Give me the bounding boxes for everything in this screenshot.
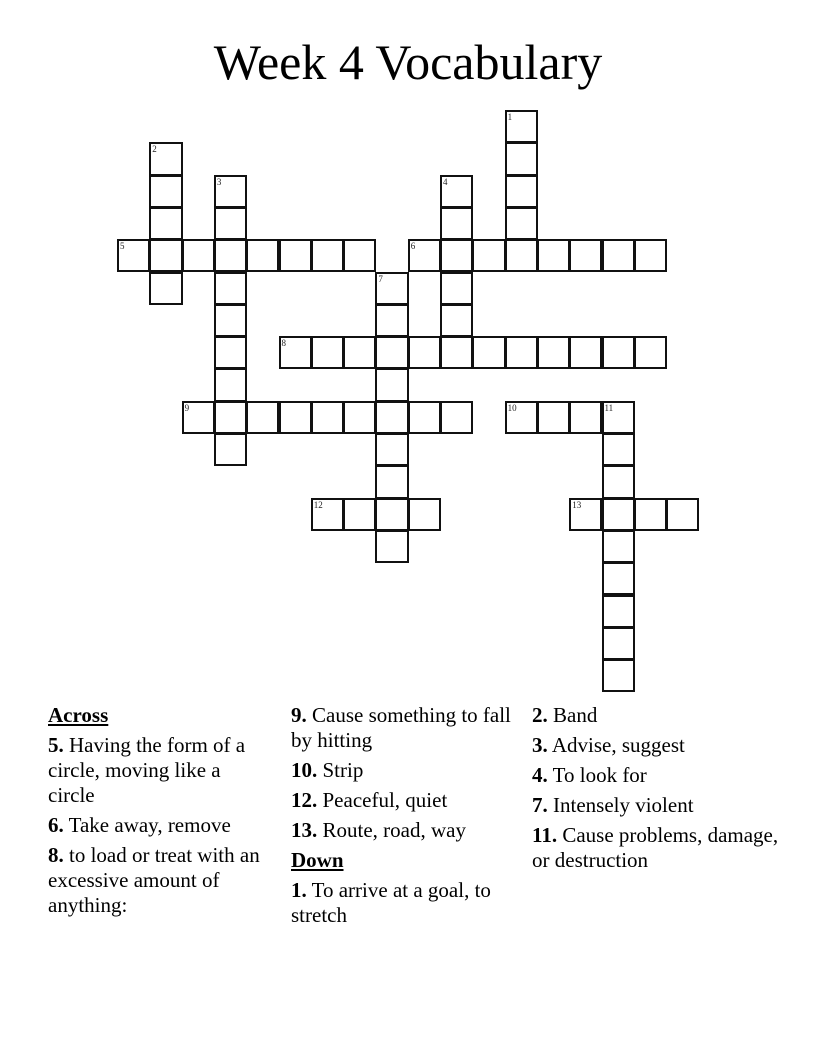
grid-cell[interactable]	[149, 142, 182, 175]
clue-number: 12	[313, 499, 323, 510]
grid-cell[interactable]	[569, 336, 602, 369]
grid-cell[interactable]	[602, 465, 635, 498]
grid-cell[interactable]	[375, 465, 408, 498]
down-heading: Down	[291, 848, 344, 872]
grid-cell[interactable]	[602, 239, 635, 272]
clue-number: 4	[443, 176, 448, 187]
grid-cell[interactable]	[440, 239, 473, 272]
grid-cell[interactable]	[440, 304, 473, 337]
clues-column-2	[291, 703, 516, 933]
grid-cell[interactable]	[440, 272, 473, 305]
clue-down-4: 4. To look for	[532, 763, 647, 787]
grid-cell[interactable]	[440, 207, 473, 240]
clue-down-2: 2. Band	[532, 703, 598, 727]
grid-cell[interactable]	[537, 239, 570, 272]
grid-cell[interactable]	[505, 142, 538, 175]
clue-across-13: 13. Route, road, way	[291, 818, 466, 842]
grid-cell[interactable]	[279, 401, 312, 434]
grid-cell[interactable]	[214, 336, 247, 369]
clue-across-12: 12. Peaceful, quiet	[291, 788, 448, 812]
grid-cell[interactable]	[505, 336, 538, 369]
grid-cell[interactable]	[149, 239, 182, 272]
grid-cell[interactable]	[602, 530, 635, 563]
grid-cell[interactable]	[279, 336, 312, 369]
grid-cell[interactable]	[505, 401, 538, 434]
grid-cell[interactable]	[408, 239, 441, 272]
grid-cell[interactable]	[472, 239, 505, 272]
grid-cell[interactable]	[375, 368, 408, 401]
grid-cell[interactable]	[472, 336, 505, 369]
grid-cell[interactable]	[537, 336, 570, 369]
clue-number: 2	[152, 144, 157, 155]
grid-cell[interactable]	[279, 239, 312, 272]
clue-across-5: 5. Having the form of a circle, moving like a circle	[48, 733, 246, 807]
grid-cell[interactable]	[634, 336, 667, 369]
grid-cell[interactable]	[537, 401, 570, 434]
clue-across-6: 6. Take away, remove	[48, 813, 231, 837]
clue-down-1: 1. To arrive at a goal, to stretch	[291, 878, 491, 927]
grid-cell[interactable]	[375, 304, 408, 337]
grid-cell[interactable]	[602, 401, 635, 434]
grid-cell[interactable]	[149, 272, 182, 305]
clue-number: 6	[410, 241, 416, 252]
clue-across-10: 10. Strip	[291, 758, 364, 782]
grid-cell[interactable]	[311, 401, 344, 434]
grid-cell[interactable]	[666, 498, 699, 531]
grid-cell[interactable]	[311, 498, 344, 531]
grid-cell[interactable]	[182, 239, 215, 272]
clue-number: 11	[604, 402, 614, 413]
clue-down-11: 11. Cause problems, damage, or destruction	[532, 823, 779, 872]
clue-across-9: 9. Cause something to fall by hitting	[291, 703, 511, 752]
grid-cell[interactable]	[440, 336, 473, 369]
clue-number: 9	[184, 402, 190, 413]
grid-cell[interactable]	[117, 239, 150, 272]
grid-cell[interactable]	[343, 401, 376, 434]
grid-cell[interactable]	[343, 336, 376, 369]
grid-cell[interactable]	[569, 498, 602, 531]
across-heading: Across	[48, 703, 109, 727]
grid-cell[interactable]	[149, 175, 182, 208]
grid-cell[interactable]	[214, 368, 247, 401]
clue-down-7: 7. Intensely violent	[532, 793, 694, 817]
grid-cell[interactable]	[440, 175, 473, 208]
grid-cell[interactable]	[343, 498, 376, 531]
grid-cell[interactable]	[375, 498, 408, 531]
clue-down-3: 3. Advise, suggest	[532, 733, 685, 757]
grid-cell[interactable]	[569, 239, 602, 272]
grid-cell[interactable]	[246, 401, 279, 434]
clue-number: 8	[281, 338, 286, 349]
grid-cell[interactable]	[408, 401, 441, 434]
clue-number: 5	[120, 241, 125, 252]
grid-cell[interactable]	[311, 239, 344, 272]
grid-cell[interactable]	[505, 239, 538, 272]
grid-cell[interactable]	[634, 498, 667, 531]
grid-cell[interactable]	[311, 336, 344, 369]
grid-cell[interactable]	[602, 659, 635, 692]
grid-cell[interactable]	[602, 627, 635, 660]
grid-cell[interactable]	[214, 239, 247, 272]
grid-cell[interactable]	[214, 175, 247, 208]
clues-column-3	[532, 703, 782, 878]
grid-cell[interactable]	[602, 336, 635, 369]
clue-number: 3	[216, 176, 222, 187]
grid-cell[interactable]	[375, 336, 408, 369]
grid-cell[interactable]	[182, 401, 215, 434]
grid-cell[interactable]	[408, 498, 441, 531]
grid-cell[interactable]	[634, 239, 667, 272]
grid-cell[interactable]	[214, 207, 247, 240]
grid-cell[interactable]	[602, 433, 635, 466]
clue-number: 10	[507, 402, 517, 413]
grid-cell[interactable]	[505, 110, 538, 143]
grid-cell[interactable]	[375, 401, 408, 434]
grid-cell[interactable]	[375, 433, 408, 466]
clue-number: 7	[378, 273, 383, 284]
grid-cell[interactable]	[602, 562, 635, 595]
grid-cell[interactable]	[246, 239, 279, 272]
grid-cell[interactable]	[149, 207, 182, 240]
grid-cell[interactable]	[408, 336, 441, 369]
grid-cell[interactable]	[375, 272, 408, 305]
clue-across-8: 8. to load or treat with an excessive amount of anything:	[48, 843, 260, 917]
grid-cell[interactable]	[440, 401, 473, 434]
grid-cell[interactable]	[214, 272, 247, 305]
grid-cell[interactable]	[602, 498, 635, 531]
page-title: Week 4 Vocabulary	[213, 34, 603, 90]
grid-cell[interactable]	[375, 530, 408, 563]
grid-cell[interactable]	[214, 304, 247, 337]
grid-cell[interactable]	[214, 401, 247, 434]
grid-cell[interactable]	[343, 239, 376, 272]
grid-cell[interactable]	[505, 207, 538, 240]
grid-cell[interactable]	[214, 433, 247, 466]
grid-cell[interactable]	[569, 401, 602, 434]
grid-cell[interactable]	[505, 175, 538, 208]
grid-cell[interactable]	[602, 595, 635, 628]
clue-number: 1	[507, 112, 513, 122]
clue-number: 13	[572, 499, 582, 510]
clues-column-1	[48, 703, 263, 923]
